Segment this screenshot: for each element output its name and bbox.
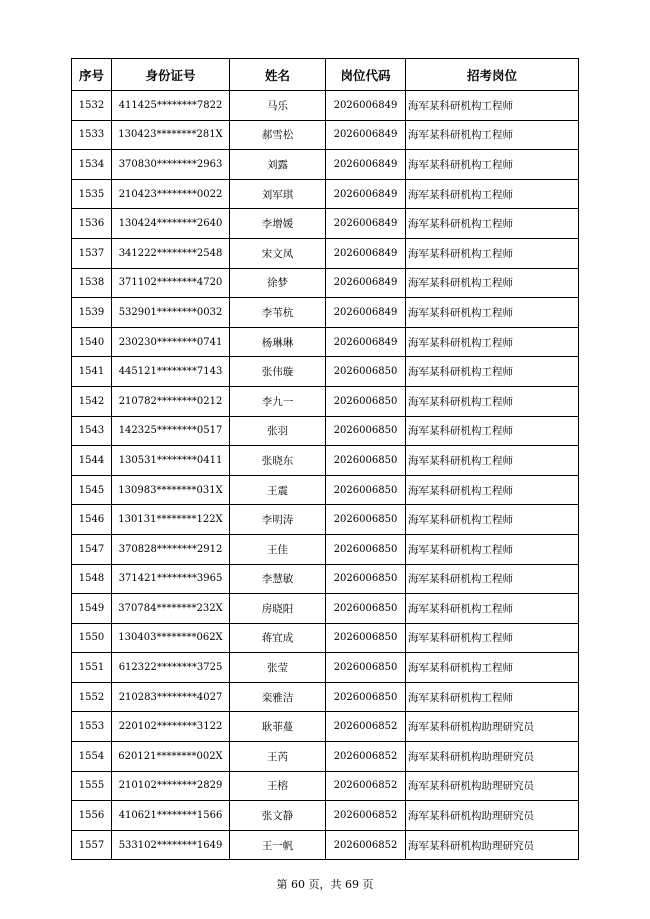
post-code-cell: 2026006849: [326, 209, 406, 239]
post-cell: 海军某科研机构工程师: [406, 505, 579, 535]
header-post: 招考岗位: [406, 59, 579, 91]
post-code-cell: 2026006850: [326, 416, 406, 446]
post-cell: 海军某科研机构工程师: [406, 682, 579, 712]
table-row: [72, 534, 579, 564]
table-row: [72, 386, 579, 416]
header-seq: 序号: [72, 59, 112, 91]
post-cell: 海军某科研机构助理研究员: [406, 771, 579, 801]
table-row: [72, 298, 579, 328]
post-cell: 海军某科研机构工程师: [406, 120, 579, 150]
post-cell: 海军某科研机构工程师: [406, 386, 579, 416]
post-code-cell: 2026006849: [326, 298, 406, 328]
seq-cell: 1533: [72, 120, 112, 150]
table-row: [72, 179, 579, 209]
name-cell: 刘露: [230, 150, 326, 180]
table-row: [72, 327, 579, 357]
post-cell: 海军某科研机构工程师: [406, 534, 579, 564]
post-code-cell: 2026006850: [326, 594, 406, 624]
table-row: [72, 564, 579, 594]
post-code-cell: 2026006849: [326, 179, 406, 209]
name-cell: 栾雅洁: [230, 682, 326, 712]
seq-cell: 1554: [72, 742, 112, 772]
seq-cell: 1544: [72, 446, 112, 476]
id-number-cell: 411425********7822: [112, 91, 230, 121]
post-code-cell: 2026006850: [326, 564, 406, 594]
name-cell: 耿菲蔓: [230, 712, 326, 742]
id-number-cell: 130403********062X: [112, 623, 230, 653]
seq-cell: 1547: [72, 534, 112, 564]
name-cell: 王一帆: [230, 830, 326, 860]
seq-cell: 1549: [72, 594, 112, 624]
table-row: [72, 623, 579, 653]
id-number-cell: 620121********002X: [112, 742, 230, 772]
name-cell: 李增媛: [230, 209, 326, 239]
name-cell: 蒋宜成: [230, 623, 326, 653]
header-name: 姓名: [230, 59, 326, 91]
post-cell: 海军某科研机构工程师: [406, 238, 579, 268]
id-number-cell: 533102********1649: [112, 830, 230, 860]
post-cell: 海军某科研机构助理研究员: [406, 801, 579, 831]
post-code-cell: 2026006850: [326, 534, 406, 564]
seq-cell: 1539: [72, 298, 112, 328]
name-cell: 刘军琪: [230, 179, 326, 209]
table-row: [72, 120, 579, 150]
seq-cell: 1543: [72, 416, 112, 446]
candidate-table: [71, 58, 579, 860]
post-code-cell: 2026006852: [326, 830, 406, 860]
post-cell: 海军某科研机构工程师: [406, 475, 579, 505]
table-row: [72, 682, 579, 712]
post-code-cell: 2026006849: [326, 91, 406, 121]
id-number-cell: 410621********1566: [112, 801, 230, 831]
table-body: [72, 91, 579, 860]
post-cell: 海军某科研机构工程师: [406, 91, 579, 121]
header-id-number: 身份证号: [112, 59, 230, 91]
post-code-cell: 2026006850: [326, 505, 406, 535]
post-code-cell: 2026006850: [326, 653, 406, 683]
id-number-cell: 210102********2829: [112, 771, 230, 801]
seq-cell: 1536: [72, 209, 112, 239]
page-number: 第 60 页，共 69 页: [276, 878, 374, 891]
id-number-cell: 370830********2963: [112, 150, 230, 180]
post-code-cell: 2026006849: [326, 327, 406, 357]
table-row: [72, 238, 579, 268]
name-cell: 张莹: [230, 653, 326, 683]
name-cell: 王榕: [230, 771, 326, 801]
name-cell: 张伟璇: [230, 357, 326, 387]
table-row: [72, 742, 579, 772]
name-cell: 李明涛: [230, 505, 326, 535]
id-number-cell: 445121********7143: [112, 357, 230, 387]
post-code-cell: 2026006850: [326, 446, 406, 476]
post-cell: 海军某科研机构工程师: [406, 653, 579, 683]
id-number-cell: 130423********281X: [112, 120, 230, 150]
name-cell: 王震: [230, 475, 326, 505]
id-number-cell: 371102********4720: [112, 268, 230, 298]
name-cell: 张晓东: [230, 446, 326, 476]
post-cell: 海军某科研机构助理研究员: [406, 742, 579, 772]
name-cell: 杨琳琳: [230, 327, 326, 357]
post-code-cell: 2026006852: [326, 742, 406, 772]
post-cell: 海军某科研机构工程师: [406, 416, 579, 446]
name-cell: 房晓阳: [230, 594, 326, 624]
table-row: [72, 268, 579, 298]
post-code-cell: 2026006850: [326, 475, 406, 505]
post-code-cell: 2026006849: [326, 150, 406, 180]
post-code-cell: 2026006850: [326, 386, 406, 416]
name-cell: 李苇杭: [230, 298, 326, 328]
id-number-cell: 341222********2548: [112, 238, 230, 268]
id-number-cell: 210782********0212: [112, 386, 230, 416]
post-cell: 海军某科研机构工程师: [406, 209, 579, 239]
post-cell: 海军某科研机构助理研究员: [406, 712, 579, 742]
post-cell: 海军某科研机构工程师: [406, 357, 579, 387]
post-cell: 海军某科研机构工程师: [406, 446, 579, 476]
seq-cell: 1557: [72, 830, 112, 860]
post-code-cell: 2026006849: [326, 120, 406, 150]
seq-cell: 1550: [72, 623, 112, 653]
post-cell: 海军某科研机构工程师: [406, 594, 579, 624]
post-code-cell: 2026006850: [326, 623, 406, 653]
post-cell: 海军某科研机构工程师: [406, 564, 579, 594]
seq-cell: 1553: [72, 712, 112, 742]
name-cell: 徐梦: [230, 268, 326, 298]
id-number-cell: 210423********0022: [112, 179, 230, 209]
id-number-cell: 130983********031X: [112, 475, 230, 505]
post-code-cell: 2026006852: [326, 771, 406, 801]
table-row: [72, 653, 579, 683]
id-number-cell: 130424********2640: [112, 209, 230, 239]
table-row: [72, 416, 579, 446]
id-number-cell: 142325********0517: [112, 416, 230, 446]
table-row: [72, 91, 579, 121]
post-code-cell: 2026006850: [326, 682, 406, 712]
post-code-cell: 2026006852: [326, 712, 406, 742]
name-cell: 马乐: [230, 91, 326, 121]
name-cell: 王佳: [230, 534, 326, 564]
name-cell: 张羽: [230, 416, 326, 446]
seq-cell: 1548: [72, 564, 112, 594]
seq-cell: 1540: [72, 327, 112, 357]
id-number-cell: 230230********0741: [112, 327, 230, 357]
table-row: [72, 150, 579, 180]
table-row: [72, 801, 579, 831]
post-cell: 海军某科研机构工程师: [406, 150, 579, 180]
id-number-cell: 130531********0411: [112, 446, 230, 476]
table-row: [72, 475, 579, 505]
id-number-cell: 612322********3725: [112, 653, 230, 683]
name-cell: 郝雪松: [230, 120, 326, 150]
seq-cell: 1556: [72, 801, 112, 831]
id-number-cell: 130131********122X: [112, 505, 230, 535]
table-row: [72, 505, 579, 535]
seq-cell: 1552: [72, 682, 112, 712]
post-code-cell: 2026006849: [326, 268, 406, 298]
page-footer: [0, 876, 650, 892]
post-code-cell: 2026006852: [326, 801, 406, 831]
id-number-cell: 532901********0032: [112, 298, 230, 328]
table-row: [72, 594, 579, 624]
table-row: [72, 830, 579, 860]
id-number-cell: 370828********2912: [112, 534, 230, 564]
table-row: [72, 357, 579, 387]
post-cell: 海军某科研机构工程师: [406, 623, 579, 653]
id-number-cell: 210283********4027: [112, 682, 230, 712]
seq-cell: 1551: [72, 653, 112, 683]
table-row: [72, 446, 579, 476]
seq-cell: 1541: [72, 357, 112, 387]
seq-cell: 1546: [72, 505, 112, 535]
id-number-cell: 371421********3965: [112, 564, 230, 594]
seq-cell: 1538: [72, 268, 112, 298]
table-row: [72, 771, 579, 801]
seq-cell: 1542: [72, 386, 112, 416]
id-number-cell: 370784********232X: [112, 594, 230, 624]
seq-cell: 1545: [72, 475, 112, 505]
roster-sheet: [71, 58, 578, 860]
name-cell: 张文静: [230, 801, 326, 831]
seq-cell: 1535: [72, 179, 112, 209]
post-cell: 海军某科研机构工程师: [406, 298, 579, 328]
post-code-cell: 2026006850: [326, 357, 406, 387]
name-cell: 李九一: [230, 386, 326, 416]
post-cell: 海军某科研机构工程师: [406, 268, 579, 298]
post-cell: 海军某科研机构助理研究员: [406, 830, 579, 860]
name-cell: 王芮: [230, 742, 326, 772]
seq-cell: 1555: [72, 771, 112, 801]
name-cell: 李慧敏: [230, 564, 326, 594]
table-header-row: [72, 59, 579, 91]
id-number-cell: 220102********3122: [112, 712, 230, 742]
post-cell: 海军某科研机构工程师: [406, 179, 579, 209]
post-cell: 海军某科研机构工程师: [406, 327, 579, 357]
name-cell: 宋文凤: [230, 238, 326, 268]
header-post-code: 岗位代码: [326, 59, 406, 91]
post-code-cell: 2026006849: [326, 238, 406, 268]
table-row: [72, 209, 579, 239]
seq-cell: 1537: [72, 238, 112, 268]
seq-cell: 1532: [72, 91, 112, 121]
table-row: [72, 712, 579, 742]
seq-cell: 1534: [72, 150, 112, 180]
